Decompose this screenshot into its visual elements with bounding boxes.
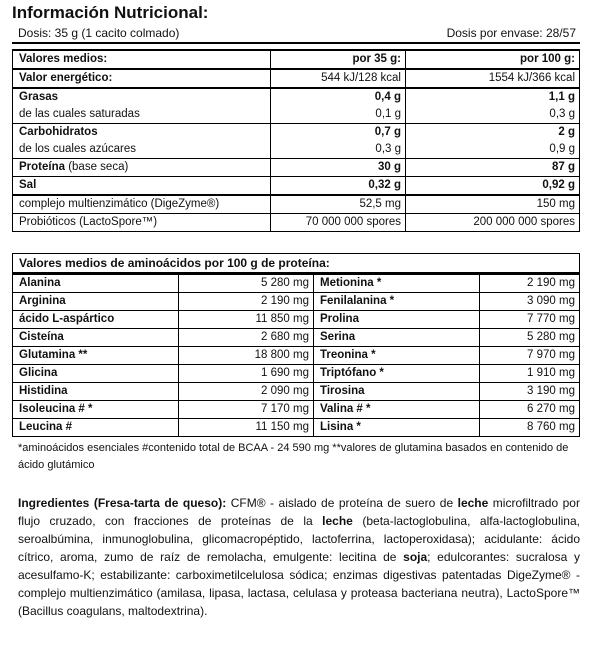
amino-table — [12, 274, 580, 437]
row-label: Carbohidratos — [13, 124, 271, 142]
ingredients-fragment: CFM® - aislado de proteína de suero de — [226, 496, 458, 510]
amino-row — [13, 347, 580, 365]
row-value-100g: 0,92 g — [406, 177, 580, 196]
amino-value: 6 270 mg — [480, 401, 580, 419]
amino-value: 3 090 mg — [480, 293, 580, 311]
row-value-serving: 0,1 g — [271, 106, 406, 124]
allergen-highlight: soja — [403, 550, 428, 564]
amino-name: Valina # * — [314, 401, 480, 419]
row-value-100g: 1,1 g — [406, 88, 580, 106]
amino-name: Glutamina ** — [13, 347, 179, 365]
nutrition-header-row — [13, 50, 580, 69]
dose-text: Dosis: 35 g (1 cacito colmado) — [18, 26, 180, 40]
row-value-serving: 70 000 000 spores — [271, 214, 406, 232]
nutrition-row-protein — [13, 159, 580, 177]
amino-header: Valores medios de aminoácidos por 100 g de proteína: — [12, 253, 580, 274]
ingredients-label: Ingredientes (Fresa-tarta de queso): — [18, 496, 227, 510]
amino-name: Glicina — [13, 365, 179, 383]
row-value-serving: 0,32 g — [271, 177, 406, 196]
amino-name: Tirosina — [314, 383, 480, 401]
ingredients-fragment: microfiltrado por flujo cruzado, con fracciones de proteínas de la — [18, 496, 580, 528]
amino-name: Fenilalanina * — [314, 293, 480, 311]
amino-name: Metionina * — [314, 275, 480, 293]
amino-value: 7 970 mg — [480, 347, 580, 365]
amino-name: Histidina — [13, 383, 179, 401]
amino-value: 1 690 mg — [179, 365, 314, 383]
amino-footnote: *aminoácidos esenciales #contenido total de BCAA - 24 590 mg **valores de glutamina basados en contenido de ácido glutámico — [18, 442, 569, 471]
amino-row — [13, 311, 580, 329]
amino-value: 2 090 mg — [179, 383, 314, 401]
row-label: Sal — [13, 177, 271, 196]
nutrition-row-saturates — [13, 106, 580, 124]
nutrition-row-salt — [13, 177, 580, 196]
nutrition-row-probiotics — [13, 214, 580, 232]
row-label: Grasas — [13, 88, 271, 106]
amino-row — [13, 401, 580, 419]
amino-value: 3 190 mg — [480, 383, 580, 401]
amino-name: Triptófano * — [314, 365, 480, 383]
protein-label: Proteína — [19, 161, 66, 173]
amino-row — [13, 365, 580, 383]
amino-name: Serina — [314, 329, 480, 347]
nutrition-row-energy — [13, 69, 580, 88]
amino-row — [13, 329, 580, 347]
amino-name: Cisteína — [13, 329, 179, 347]
row-value-100g: 150 mg — [406, 195, 580, 214]
row-label: Valor energético: — [13, 69, 271, 88]
row-value-100g: 1554 kJ/366 kcal — [406, 69, 580, 88]
amino-name: Prolina — [314, 311, 480, 329]
nutrition-table — [12, 49, 580, 232]
allergen-highlight: leche — [457, 496, 489, 510]
allergen-highlight: leche — [322, 514, 353, 528]
amino-value: 5 280 mg — [480, 329, 580, 347]
row-label: de los cuales azúcares — [13, 141, 271, 159]
row-label: complejo multienzimático (DigeZyme®) — [13, 195, 271, 214]
row-value-serving: 0,4 g — [271, 88, 406, 106]
servings-per-pack: Dosis por envase: 28/57 — [446, 26, 576, 40]
amino-row — [13, 293, 580, 311]
row-label: de las cuales saturadas — [13, 106, 271, 124]
amino-value: 7 770 mg — [480, 311, 580, 329]
amino-name: Lisina * — [314, 419, 480, 437]
amino-name: Alanina — [13, 275, 179, 293]
row-value-serving: 0,3 g — [271, 141, 406, 159]
row-value-serving: 30 g — [271, 159, 406, 177]
row-value-100g: 87 g — [406, 159, 580, 177]
amino-value: 11 850 mg — [179, 311, 314, 329]
protein-suffix: (base seca) — [65, 161, 129, 173]
amino-name: Leucina # — [13, 419, 179, 437]
nutrition-label — [12, 2, 580, 620]
row-value-100g: 0,3 g — [406, 106, 580, 124]
amino-name: ácido L-aspártico — [13, 311, 179, 329]
ingredients-text — [12, 494, 580, 620]
amino-value: 5 280 mg — [179, 275, 314, 293]
row-label — [13, 159, 271, 177]
amino-name: Arginina — [13, 293, 179, 311]
row-value-serving: 544 kJ/128 kcal — [271, 69, 406, 88]
row-value-serving: 0,7 g — [271, 124, 406, 142]
amino-value: 18 800 mg — [179, 347, 314, 365]
ingredients-fragment: ; edulcorantes: sucralosa y acesulfamo-K; estabilizante: carboximetilcelulosa sódica; enzimas digestivas patentadas DigeZyme® - complejo multienzimático (amilasa, lipasa, lactasa, celulasa y proteasa bacteriana neutra), LactoSpore™ (Bacillus coagulans, maltodextrina). — [18, 550, 580, 618]
row-value-100g: 0,9 g — [406, 141, 580, 159]
nutrition-row-enzymes — [13, 195, 580, 214]
header-label: Valores medios: — [13, 50, 271, 69]
amino-row — [13, 275, 580, 293]
nutrition-row-carbs — [13, 124, 580, 142]
dose-row — [12, 24, 580, 44]
amino-value: 11 150 mg — [179, 419, 314, 437]
amino-name: Treonina * — [314, 347, 480, 365]
nutrition-row-fat — [13, 88, 580, 106]
amino-row — [13, 383, 580, 401]
nutrition-row-sugars — [13, 141, 580, 159]
row-value-100g: 200 000 000 spores — [406, 214, 580, 232]
header-per-100g: por 100 g: — [406, 50, 580, 69]
amino-name: Isoleucina # * — [13, 401, 179, 419]
row-value-serving: 52,5 mg — [271, 195, 406, 214]
amino-value: 1 910 mg — [480, 365, 580, 383]
page-title: Información Nutricional: — [12, 3, 209, 22]
amino-value: 2 680 mg — [179, 329, 314, 347]
header-per-serving: por 35 g: — [271, 50, 406, 69]
ingredients-fragment: (beta-lactoglobulina, alfa-lactoglobulina, seroalbúmina, inmunoglobulina, glicomacropéptido, lactoferrina, lactoperoxidasa); acidulante: ácido cítrico, aroma, zumo de raíz de remolacha, emulgente: lecitina de — [18, 514, 580, 564]
amino-value: 2 190 mg — [480, 275, 580, 293]
row-value-100g: 2 g — [406, 124, 580, 142]
amino-value: 2 190 mg — [179, 293, 314, 311]
amino-value: 8 760 mg — [480, 419, 580, 437]
row-label: Probióticos (LactoSpore™) — [13, 214, 271, 232]
amino-row — [13, 419, 580, 437]
amino-value: 7 170 mg — [179, 401, 314, 419]
